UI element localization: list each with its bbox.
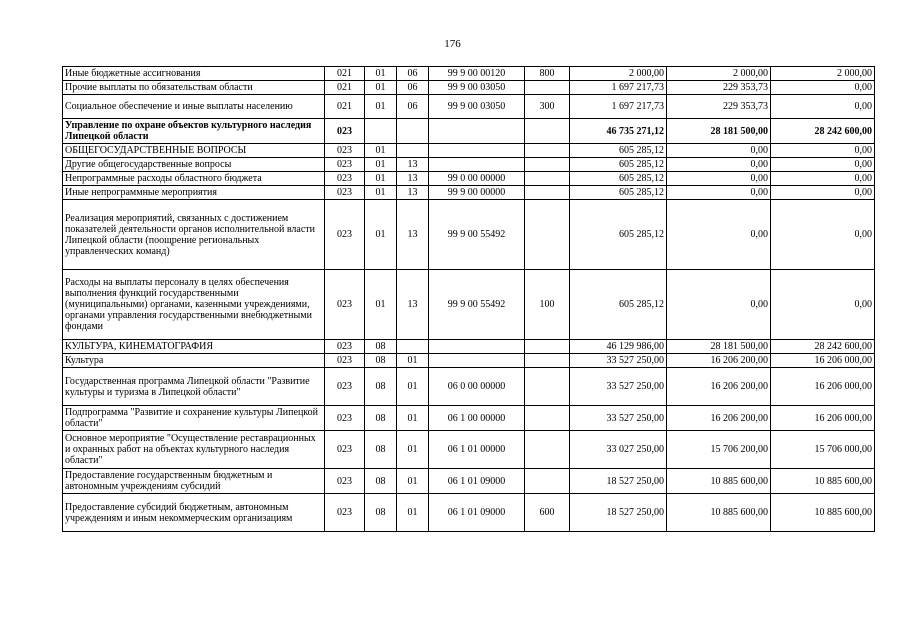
subsection-code-cell: 01	[397, 494, 429, 532]
amount-year2-cell: 16 206 200,00	[667, 406, 771, 431]
row-name-cell: Иные непрограммные мероприятия	[63, 186, 325, 200]
target-article-cell	[429, 119, 525, 144]
amount-year3-cell: 0,00	[771, 200, 875, 270]
amount-year1-cell: 605 285,12	[570, 200, 667, 270]
subsection-code-cell: 06	[397, 67, 429, 81]
section-code-cell: 01	[365, 81, 397, 95]
admin-code-cell: 023	[325, 144, 365, 158]
target-article-cell	[429, 158, 525, 172]
target-article-cell: 99 0 00 00000	[429, 172, 525, 186]
row-name-cell: Социальное обеспечение и иные выплаты населению	[63, 95, 325, 119]
expense-type-cell	[525, 354, 570, 368]
section-code-cell: 01	[365, 95, 397, 119]
expense-type-cell	[525, 340, 570, 354]
table-row	[63, 186, 875, 200]
admin-code-cell: 021	[325, 67, 365, 81]
row-name-cell: Реализация мероприятий, связанных с достижением показателей деятельности органов исполнительной власти Липецкой области (поощрение региональных управленческих команд)	[63, 200, 325, 270]
subsection-code-cell: 01	[397, 469, 429, 494]
amount-year3-cell: 0,00	[771, 172, 875, 186]
target-article-cell: 06 0 00 00000	[429, 368, 525, 406]
expense-type-cell	[525, 144, 570, 158]
subsection-code-cell: 13	[397, 158, 429, 172]
table-row	[63, 469, 875, 494]
admin-code-cell: 023	[325, 186, 365, 200]
subsection-code-cell: 01	[397, 368, 429, 406]
admin-code-cell: 023	[325, 354, 365, 368]
amount-year3-cell: 0,00	[771, 81, 875, 95]
subsection-code-cell: 01	[397, 431, 429, 469]
amount-year1-cell: 33 527 250,00	[570, 354, 667, 368]
amount-year3-cell: 16 206 000,00	[771, 354, 875, 368]
target-article-cell: 99 9 00 55492	[429, 200, 525, 270]
amount-year3-cell: 0,00	[771, 270, 875, 340]
amount-year2-cell: 229 353,73	[667, 81, 771, 95]
table-row	[63, 67, 875, 81]
amount-year2-cell: 10 885 600,00	[667, 469, 771, 494]
table-row	[63, 431, 875, 469]
section-code-cell: 08	[365, 406, 397, 431]
amount-year2-cell: 229 353,73	[667, 95, 771, 119]
admin-code-cell: 023	[325, 340, 365, 354]
amount-year1-cell: 2 000,00	[570, 67, 667, 81]
admin-code-cell: 023	[325, 119, 365, 144]
amount-year3-cell: 0,00	[771, 144, 875, 158]
amount-year1-cell: 605 285,12	[570, 172, 667, 186]
amount-year3-cell: 15 706 000,00	[771, 431, 875, 469]
expense-type-cell	[525, 368, 570, 406]
target-article-cell: 99 9 00 00000	[429, 186, 525, 200]
amount-year2-cell: 0,00	[667, 186, 771, 200]
amount-year2-cell: 10 885 600,00	[667, 494, 771, 532]
amount-year1-cell: 18 527 250,00	[570, 469, 667, 494]
target-article-cell: 99 9 00 00120	[429, 67, 525, 81]
admin-code-cell: 023	[325, 172, 365, 186]
row-name-cell: Другие общегосударственные вопросы	[63, 158, 325, 172]
section-code-cell: 01	[365, 270, 397, 340]
target-article-cell: 99 9 00 03050	[429, 95, 525, 119]
row-name-cell: КУЛЬТУРА, КИНЕМАТОГРАФИЯ	[63, 340, 325, 354]
row-name-cell: Управление по охране объектов культурного наследия Липецкой области	[63, 119, 325, 144]
section-code-cell: 08	[365, 494, 397, 532]
budget-table	[62, 66, 875, 532]
amount-year2-cell: 16 206 200,00	[667, 354, 771, 368]
amount-year3-cell: 2 000,00	[771, 67, 875, 81]
amount-year3-cell: 28 242 600,00	[771, 340, 875, 354]
expense-type-cell	[525, 406, 570, 431]
subsection-code-cell: 06	[397, 95, 429, 119]
amount-year2-cell: 2 000,00	[667, 67, 771, 81]
amount-year2-cell: 0,00	[667, 270, 771, 340]
admin-code-cell: 023	[325, 158, 365, 172]
admin-code-cell: 023	[325, 200, 365, 270]
expense-type-cell	[525, 186, 570, 200]
amount-year2-cell: 0,00	[667, 144, 771, 158]
subsection-code-cell: 13	[397, 200, 429, 270]
section-code-cell: 01	[365, 172, 397, 186]
table-row	[63, 406, 875, 431]
amount-year2-cell: 0,00	[667, 158, 771, 172]
admin-code-cell: 021	[325, 81, 365, 95]
amount-year1-cell: 18 527 250,00	[570, 494, 667, 532]
expense-type-cell	[525, 81, 570, 95]
table-row	[63, 200, 875, 270]
section-code-cell	[365, 119, 397, 144]
table-row	[63, 81, 875, 95]
row-name-cell: Иные бюджетные ассигнования	[63, 67, 325, 81]
amount-year1-cell: 605 285,12	[570, 270, 667, 340]
section-code-cell: 08	[365, 469, 397, 494]
admin-code-cell: 023	[325, 431, 365, 469]
amount-year3-cell: 0,00	[771, 186, 875, 200]
target-article-cell: 99 9 00 55492	[429, 270, 525, 340]
subsection-code-cell: 06	[397, 81, 429, 95]
amount-year2-cell: 28 181 500,00	[667, 340, 771, 354]
admin-code-cell: 021	[325, 95, 365, 119]
admin-code-cell: 023	[325, 469, 365, 494]
admin-code-cell: 023	[325, 494, 365, 532]
target-article-cell	[429, 354, 525, 368]
subsection-code-cell	[397, 144, 429, 158]
row-name-cell: Предоставление государственным бюджетным и автономным учреждениям субсидий	[63, 469, 325, 494]
section-code-cell: 01	[365, 158, 397, 172]
expense-type-cell	[525, 200, 570, 270]
expense-type-cell	[525, 469, 570, 494]
amount-year2-cell: 15 706 200,00	[667, 431, 771, 469]
expense-type-cell	[525, 172, 570, 186]
amount-year2-cell: 28 181 500,00	[667, 119, 771, 144]
table-row	[63, 354, 875, 368]
section-code-cell: 08	[365, 354, 397, 368]
table-row	[63, 494, 875, 532]
section-code-cell: 01	[365, 186, 397, 200]
subsection-code-cell	[397, 340, 429, 354]
amount-year3-cell: 0,00	[771, 95, 875, 119]
table-row	[63, 340, 875, 354]
amount-year1-cell: 33 027 250,00	[570, 431, 667, 469]
subsection-code-cell: 01	[397, 354, 429, 368]
row-name-cell: Культура	[63, 354, 325, 368]
target-article-cell	[429, 144, 525, 158]
row-name-cell: Государственная программа Липецкой области "Развитие культуры и туризма в Липецкой области"	[63, 368, 325, 406]
amount-year1-cell: 33 527 250,00	[570, 406, 667, 431]
amount-year3-cell: 16 206 000,00	[771, 368, 875, 406]
target-article-cell: 06 1 00 00000	[429, 406, 525, 431]
amount-year3-cell: 10 885 600,00	[771, 469, 875, 494]
table-row	[63, 144, 875, 158]
amount-year1-cell: 605 285,12	[570, 158, 667, 172]
section-code-cell: 01	[365, 144, 397, 158]
table-row	[63, 270, 875, 340]
section-code-cell: 08	[365, 340, 397, 354]
section-code-cell: 08	[365, 431, 397, 469]
row-name-cell: Предоставление субсидий бюджетным, автономным учреждениям и иным некоммерческим организациям	[63, 494, 325, 532]
amount-year3-cell: 28 242 600,00	[771, 119, 875, 144]
row-name-cell: Прочие выплаты по обязательствам области	[63, 81, 325, 95]
table-row	[63, 368, 875, 406]
target-article-cell	[429, 340, 525, 354]
target-article-cell: 99 9 00 03050	[429, 81, 525, 95]
amount-year1-cell: 1 697 217,73	[570, 95, 667, 119]
amount-year1-cell: 46 735 271,12	[570, 119, 667, 144]
section-code-cell: 01	[365, 67, 397, 81]
admin-code-cell: 023	[325, 406, 365, 431]
admin-code-cell: 023	[325, 368, 365, 406]
amount-year1-cell: 33 527 250,00	[570, 368, 667, 406]
target-article-cell: 06 1 01 09000	[429, 494, 525, 532]
expense-type-cell	[525, 158, 570, 172]
row-name-cell: Непрограммные расходы областного бюджета	[63, 172, 325, 186]
row-name-cell: Основное мероприятие "Осуществление реставрационных и охранных работ на объектах культурного наследия области"	[63, 431, 325, 469]
row-name-cell: ОБЩЕГОСУДАРСТВЕННЫЕ ВОПРОСЫ	[63, 144, 325, 158]
section-code-cell: 08	[365, 368, 397, 406]
subsection-code-cell: 13	[397, 270, 429, 340]
table-row	[63, 95, 875, 119]
amount-year3-cell: 0,00	[771, 158, 875, 172]
amount-year2-cell: 16 206 200,00	[667, 368, 771, 406]
amount-year1-cell: 1 697 217,73	[570, 81, 667, 95]
expense-type-cell	[525, 431, 570, 469]
expense-type-cell: 300	[525, 95, 570, 119]
subsection-code-cell: 13	[397, 186, 429, 200]
target-article-cell: 06 1 01 00000	[429, 431, 525, 469]
subsection-code-cell: 13	[397, 172, 429, 186]
page-number: 176	[444, 38, 461, 50]
amount-year1-cell: 605 285,12	[570, 186, 667, 200]
admin-code-cell: 023	[325, 270, 365, 340]
row-name-cell: Подпрограмма "Развитие и сохранение культуры Липецкой области"	[63, 406, 325, 431]
expense-type-cell: 600	[525, 494, 570, 532]
amount-year3-cell: 16 206 000,00	[771, 406, 875, 431]
subsection-code-cell: 01	[397, 406, 429, 431]
table-body	[63, 67, 875, 532]
amount-year2-cell: 0,00	[667, 172, 771, 186]
amount-year1-cell: 605 285,12	[570, 144, 667, 158]
table-row	[63, 119, 875, 144]
table-row	[63, 172, 875, 186]
table-row	[63, 158, 875, 172]
subsection-code-cell	[397, 119, 429, 144]
section-code-cell: 01	[365, 200, 397, 270]
target-article-cell: 06 1 01 09000	[429, 469, 525, 494]
expense-type-cell: 800	[525, 67, 570, 81]
expense-type-cell	[525, 119, 570, 144]
amount-year2-cell: 0,00	[667, 200, 771, 270]
amount-year3-cell: 10 885 600,00	[771, 494, 875, 532]
expense-type-cell: 100	[525, 270, 570, 340]
row-name-cell: Расходы на выплаты персоналу в целях обеспечения выполнения функций государственными (муниципальными) органами, казенными учреждениями, органами управления государственными внебюджетными фондами	[63, 270, 325, 340]
amount-year1-cell: 46 129 986,00	[570, 340, 667, 354]
